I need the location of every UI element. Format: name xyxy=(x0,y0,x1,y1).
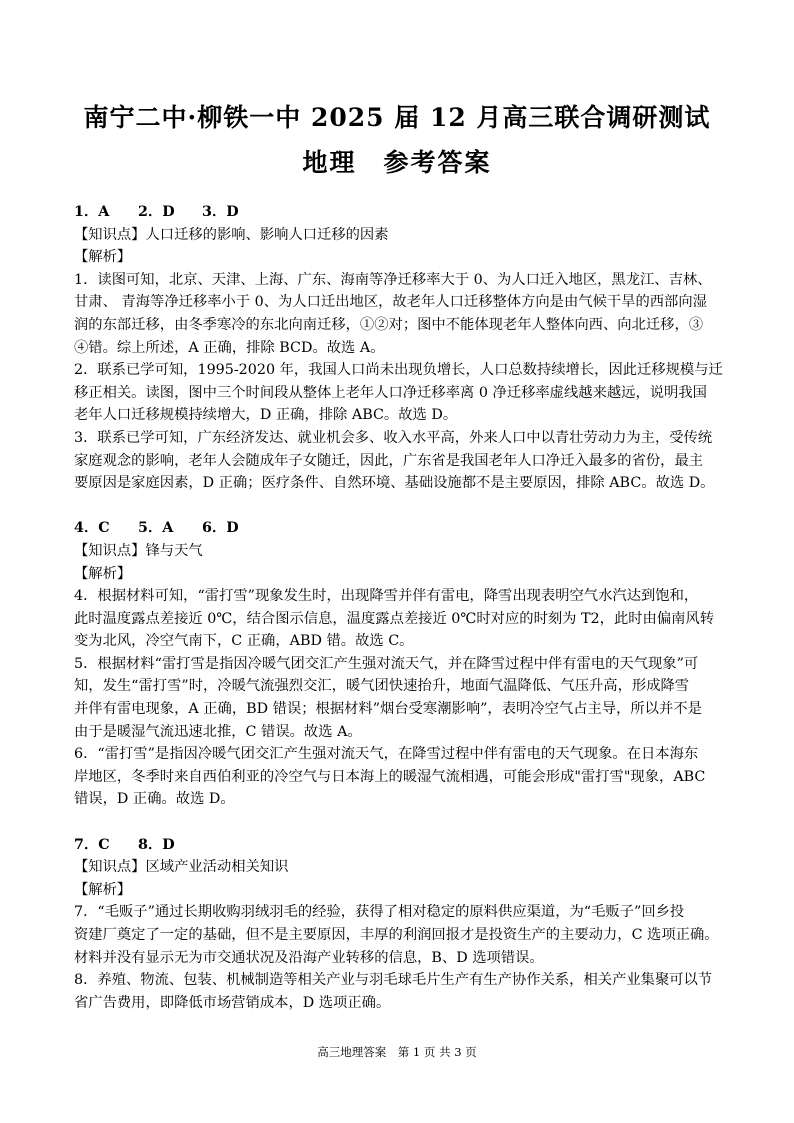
answer-item: 7．C xyxy=(74,836,110,853)
answer-item: 2．D xyxy=(138,204,175,220)
explanation-line: 家庭观念的影响，老年人会随成年子女随迁，因此，广东省是我国老年人口净迁入最多的省份，最主 xyxy=(74,452,704,469)
answer-item: 4．C xyxy=(74,520,110,537)
explanation-line: 润的东部迁移，由冬季寒冷的东北向南迁移，①②对；图中不能体现老年人整体向西、向北迁移，③ xyxy=(74,316,704,333)
knowledge-point xyxy=(74,856,726,879)
knowledge-label: 【知识点】 xyxy=(74,542,146,559)
analysis-label: 【解析】 xyxy=(74,881,132,898)
knowledge-text: 锋与天气 xyxy=(145,542,203,559)
answer-row xyxy=(74,517,726,540)
explanation-line: 此时温度露点差接近 0℃，结合图示信息，温度露点差接近 0℃时对应的时刻为 T2，此时由偏南风转 xyxy=(74,610,715,627)
answer-item: 1．A xyxy=(74,204,110,220)
answer-item: 5．A xyxy=(138,520,174,537)
knowledge-point xyxy=(74,540,726,563)
knowledge-text: 区域产业活动相关知识 xyxy=(145,859,289,876)
explanation-line: 变为北风，冷空气南下，C 正确，ABD 错。故选 C。 xyxy=(74,633,414,650)
explanation-line: 8．养殖、物流、包装、机械制造等相关产业与羽毛球毛片生产有生产协作关系，相关产业集聚可以节 xyxy=(74,972,713,989)
explanation-line: 知，发生“雷打雪”时，冷暖气流强烈交汇，暖气团快速抬升，地面气温降低、气压升高，形成降雪 xyxy=(74,678,690,695)
knowledge-text: 人口迁移的影响、影响人口迁移的因素 xyxy=(145,226,389,243)
section-spacer xyxy=(74,495,726,518)
explanation-line: 2．联系已学可知，1995-2020 年，我国人口尚未出现负增长，人口总数持续增长，因此迁移规模与迁 xyxy=(74,362,723,379)
page-title: 南宁二中·柳铁一中 2025 届 12 月高三联合调研测试 xyxy=(83,103,711,132)
explanation-line: 甘肃、 青海等净迁移率小于 0、为人口迁出地区，故老年人口迁移整体方向是由气候干旱的西部向湿 xyxy=(74,294,707,311)
knowledge-point xyxy=(74,224,726,247)
answer-item: 3．D xyxy=(202,204,239,220)
explanation-line: 省广告费用，即降低市场营销成本，D 选项正确。 xyxy=(74,994,391,1011)
page-footer: 高三地理答案 第 1 页 共 3 页 xyxy=(317,1045,477,1059)
explanation-line: 材料并没有显示无为市交通状况及沿海产业转移的信息，B、D 选项错误。 xyxy=(74,949,544,966)
analysis-label: 【解析】 xyxy=(74,249,132,266)
analysis-label: 【解析】 xyxy=(74,565,132,582)
explanation-line: 老年人口迁移规模持续增大，D 正确，排除 ABC。故选 D。 xyxy=(74,407,458,424)
answer-item: 8．D xyxy=(138,836,175,853)
explanation-line: 移正相关。读图，图中三个时间段从整体上老年人口净迁移率离 0 净迁移率虚线越来越远，说明我国 xyxy=(74,384,707,401)
explanation-line: 由于是暖湿气流迅速北推，C 错误。故选 A。 xyxy=(74,723,362,740)
explanation-line: 4．根据材料可知，“雷打雪”现象发生时，出现降雪并伴有雷电，降雪出现表明空气水汽达到饱和， xyxy=(74,588,699,605)
explanation-line: 7．“毛贩子”通过长期收购羽绒羽毛的经验，获得了相对稳定的原料供应渠道，为“毛贩子”回乡投 xyxy=(74,904,685,921)
answer-row xyxy=(74,834,726,857)
knowledge-label: 【知识点】 xyxy=(74,859,146,876)
explanation-line: 3．联系已学可知，广东经济发达、就业机会多、收入水平高，外来人口中以青壮劳动力为主，受传统 xyxy=(74,429,713,446)
explanation-line: 错误，D 正确。故选 D。 xyxy=(74,791,235,808)
explanation-line: 1．读图可知，北京、天津、上海、广东、海南等净迁移率大于 0、为人口迁入地区，黑龙江、吉林、 xyxy=(74,271,712,288)
knowledge-label: 【知识点】 xyxy=(74,226,146,243)
answer-item: 6．D xyxy=(202,520,239,537)
explanation-line: 要原因是家庭因素，D 正确；医疗条件、自然环境、基础设施都不是主要原因，排除 ABC。故选 D。 xyxy=(74,475,715,492)
explanation-line: 并伴有雷电现象，A 正确，BD 错误；根据材料”烟台受寒潮影响”，表明冷空气占主导，所以并不是 xyxy=(74,701,702,718)
answer-content xyxy=(74,201,726,1014)
page-subtitle: 地理 参考答案 xyxy=(302,148,492,177)
section-spacer xyxy=(74,811,726,834)
explanation-line: 资建厂奠定了一定的基础，但不是主要原因，丰厚的利润回报才是投资生产的主要动力，C 选项正确。 xyxy=(74,927,719,943)
answer-row xyxy=(74,201,726,224)
explanation-line: 岸地区，冬季时来自西伯利亚的冷空气与日本海上的暖湿气流相遇，可能会形成"雷打雪"现象，ABC xyxy=(74,768,706,785)
explanation-line: ④错。综上所述，A 正确，排除 BCD。故选 A。 xyxy=(74,339,385,356)
explanation-line: 5．根据材料“雷打雪是指因冷暖气团交汇产生强对流天气，并在降雪过程中伴有雷电的天气现象”可 xyxy=(74,655,699,672)
explanation-line: 6．“雷打雪”是指因冷暖气团交汇产生强对流天气，在降雪过程中伴有雷电的天气现象。在日本海东 xyxy=(74,746,699,763)
